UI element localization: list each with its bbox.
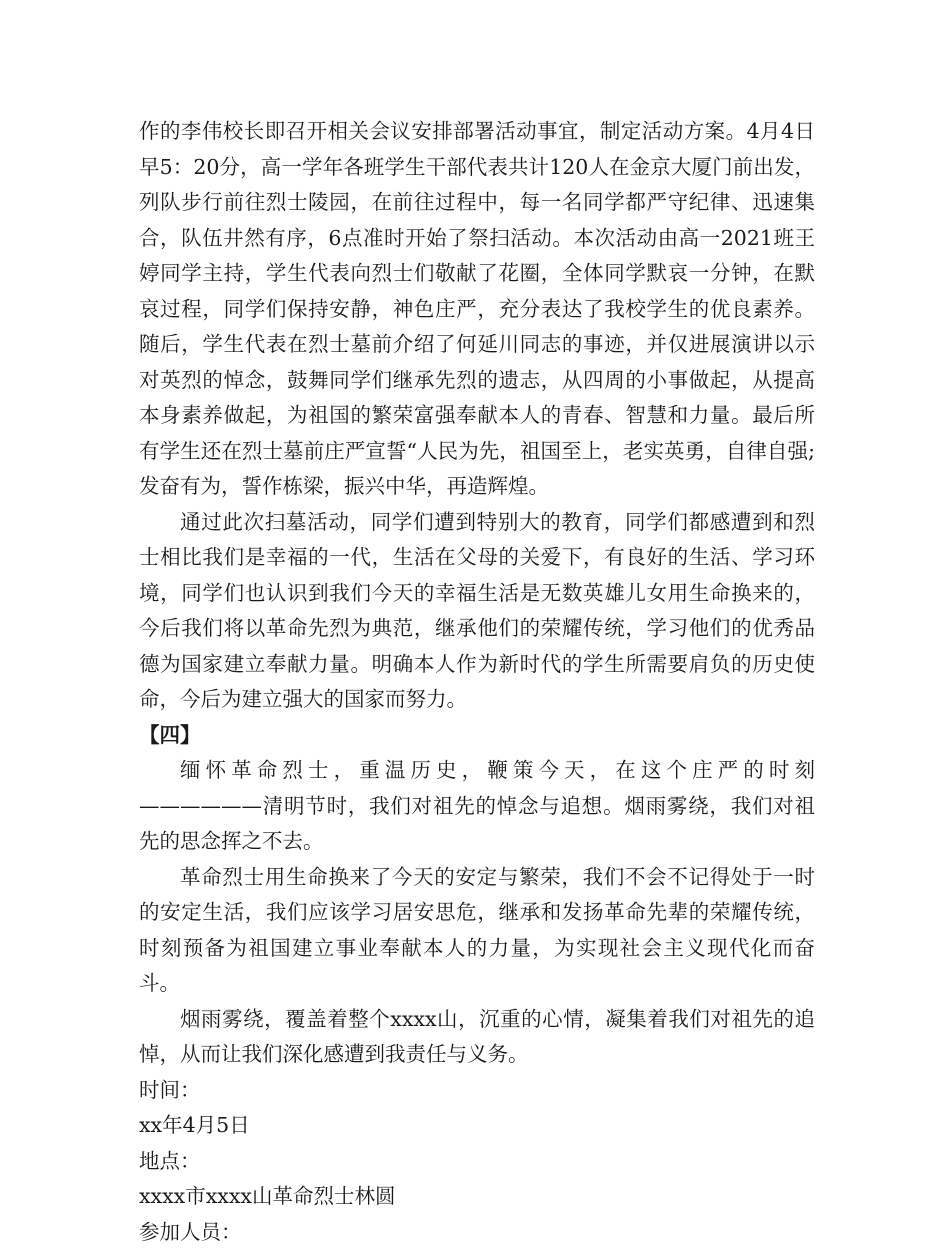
label-location: 地点： bbox=[139, 1144, 815, 1180]
paragraph-reflection: 通过此次扫墓活动，同学们遭到特别大的教育，同学们都感遭到和烈士相比我们是幸福的一代，生活在父母的关爱下，有良好的生活、学习环境，同学们也认识到我们今天的幸福生活是无数英雄儿女用生命换来的，今后我们将以革命先烈为典范，继承他们的荣耀传统，学习他们的优秀品德为国家建立奉献力量。明确本人作为新时代的学生所需要肩负的历史使命，今后为建立强大的国家而努力。 bbox=[139, 505, 815, 718]
label-participants: 参加人员： bbox=[139, 1215, 815, 1250]
label-time: 时间： bbox=[139, 1073, 815, 1109]
document-body bbox=[139, 114, 815, 1250]
paragraph-remembrance: 缅怀革命烈士，重温历史，鞭策今天，在这个庄严的时刻——————清明节时，我们对祖先的悼念与追想。烟雨雾绕，我们对祖先的思念挥之不去。 bbox=[139, 753, 815, 860]
paragraph-activity-details: 作的李伟校长即召开相关会议安排部署活动事宜，制定活动方案。4月4日早5：20分，高一学年各班学生干部代表共计120人在金京大厦门前出发，列队步行前往烈士陵园，在前往过程中，每一名同学都严守纪律、迅速集合，队伍井然有序，6点准时开始了祭扫活动。本次活动由高一2021班王婷同学主持，学生代表向烈士们敬献了花圈，全体同学默哀一分钟，在默哀过程，同学们保持安静，神色庄严，充分表达了我校学生的优良素养。随后，学生代表在烈士墓前介绍了何延川同志的事迹，并仅进展演讲以示对英烈的悼念，鼓舞同学们继承先烈的遗志，从四周的小事做起，从提高本身素养做起，为祖国的繁荣富强奉献本人的青春、智慧和力量。最后所有学生还在烈士墓前庄严宣誓“人民为先，祖国至上，老实英勇，自律自强;发奋有为，誓作栋梁，振兴中华，再造辉煌。 bbox=[139, 114, 815, 505]
paragraph-martyrs: 革命烈士用生命换来了今天的安定与繁荣，我们不会不记得处于一时的安定生活，我们应该学习居安思危，继承和发扬革命先辈的荣耀传统，时刻预备为祖国建立事业奉献本人的力量，为实现社会主义现代化而奋斗。 bbox=[139, 860, 815, 1002]
paragraph-mist: 烟雨雾绕，覆盖着整个xxxx山，沉重的心情，凝集着我们对祖先的追悼，从而让我们深化感遭到我责任与义务。 bbox=[139, 1002, 815, 1073]
value-location: xxxx市xxxx山革命烈士林圆 bbox=[139, 1179, 815, 1215]
section-heading-four: 【四】 bbox=[139, 718, 815, 754]
value-time: xx年4月5日 bbox=[139, 1108, 815, 1144]
